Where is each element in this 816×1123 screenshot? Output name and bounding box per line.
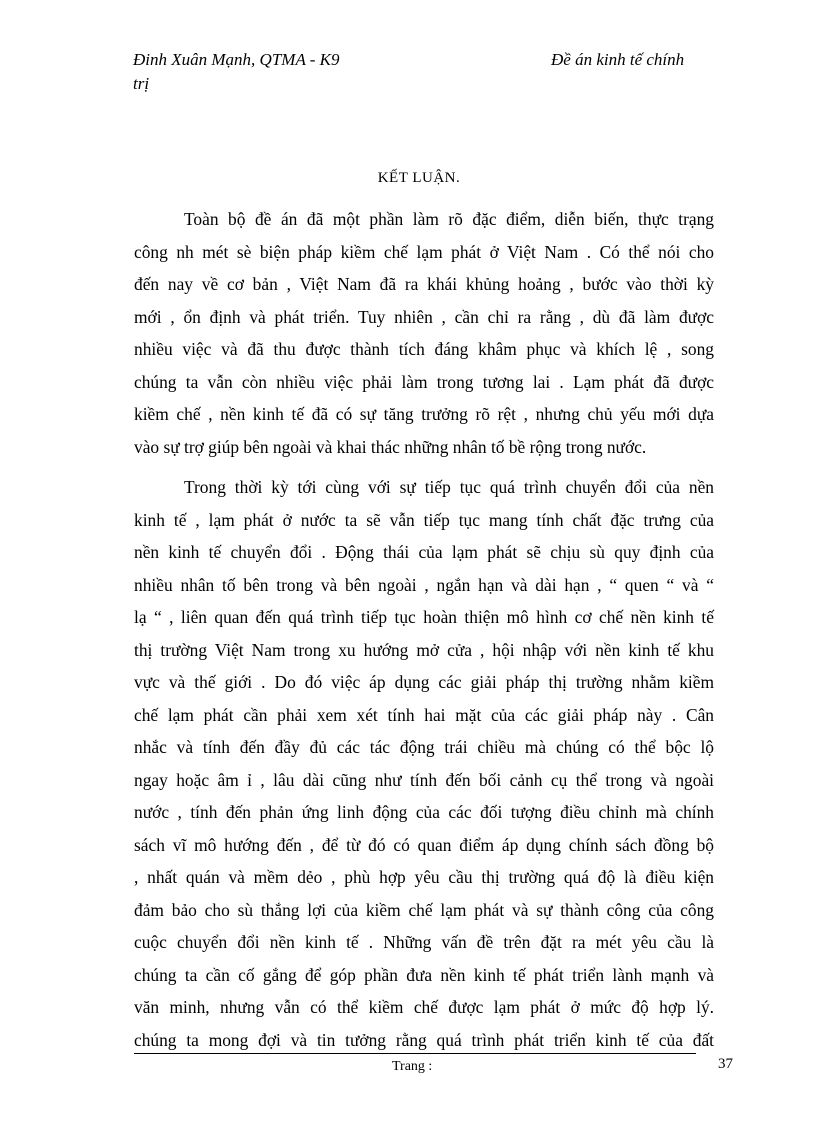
text-line: ngay hoặc âm ỉ , lâu dài cũng như tính đến bối cảnh cụ thể trong và ngoài [134,769,714,790]
text-line: công nh mét sè biện pháp kiềm chế lạm phát ở Việt Nam . Có thể nói cho [134,241,714,262]
footer-divider [134,1053,696,1054]
text-line: Toàn bộ đề án đã một phần làm rõ đặc điểm, diễn biến, thực trạng [184,209,714,229]
text-line: văn minh, nhưng vẫn có thể kiềm chế được lạm phát ở mức độ hợp lý. [134,997,714,1017]
text-line: nước , tính đến phản ứng linh động của các đối tượng điều chỉnh mà chính [134,802,714,822]
body-text [134,203,714,1064]
text-line: đảm bảo cho sù thắng lợi của kiềm chế lạm phát và sự thành công của công [134,899,714,920]
text-line: chúng ta mong đợi và tin tưởng rằng quá trình phát triển kinh tế của đất [134,1029,714,1050]
header-document-title-continued: trị [133,74,150,93]
text-line: Trong thời kỳ tới cùng với sự tiếp tục quá trình chuyển đổi của nền [184,477,714,497]
text-line: sách vĩ mô hướng đến , để từ đó có quan điểm áp dụng chính sách đồng bộ [134,834,714,855]
text-line: thị trường Việt Nam trong xu hướng mở cửa , hội nhập với nền kinh tế khu [134,639,714,660]
text-line: chúng ta vẫn còn nhiều việc phải làm trong tương lai . Lạm phát đã được [134,371,714,392]
footer-page-label: Trang : [392,1059,433,1074]
text-line: đến nay về cơ bản , Việt Nam đã ra khái khủng hoảng , bước vào thời kỳ [134,274,714,294]
text-line: vào sự trợ giúp bên ngoài và khai thác những nhân tố bề rộng trong nước. [134,436,647,457]
text-line: , nhất quán và mềm dẻo , phù hợp yêu cầu thị trường quá độ là điều kiện [134,867,714,887]
section-title: KẾT LUẬN. [377,170,461,186]
text-line: nhiều nhân tố bên trong và bên ngoài , ngắn hạn và dài hạn , “ quen “ và “ [134,574,714,595]
text-line: nhiều việc và đã thu được thành tích đáng khâm phục và khích lệ , song [134,339,714,359]
text-line: chúng ta cần cố gắng để góp phần đưa nền kinh tế phát triển lành mạnh và [134,964,714,985]
header-document-title: Đề án kinh tế chính [551,50,685,69]
header-author: Đinh Xuân Mạnh, QTMA - K9 [133,50,340,69]
text-line: nhắc và tính đến đầy đủ các tác động trái chiều mà chúng có thể bộc lộ [134,737,714,757]
footer-page-number: 37 [718,1056,733,1072]
paragraph [134,471,714,1056]
text-line: kiềm chế , nền kinh tế đã có sự tăng trưởng rõ rệt , nhưng chủ yếu mới dựa [134,404,714,424]
text-line: chế lạm phát cần phải xem xét tính hai mặt của các giải pháp này . Cân [134,704,714,725]
text-line: mới , ổn định và phát triển. Tuy nhiên , cần chỉ ra rằng , dù đã làm được [134,306,714,327]
text-line: nền kinh tế chuyển đổi . Động thái của lạm phát sẽ chịu sù quy định của [134,542,714,562]
text-line: cuộc chuyển đổi nền kinh tế . Những vấn đề trên đặt ra mét yêu cầu là [134,932,714,952]
text-line: lạ “ , liên quan đến quá trình tiếp tục hoàn thiện mô hình cơ chế nền kinh tế [134,607,714,627]
text-line: kinh tế , lạm phát ở nước ta sẽ vẫn tiếp tục mang tính chất đặc trưng của [134,509,714,530]
text-line: vực và thế giới . Do đó việc áp dụng các giải pháp thị trường nhằm kiềm [134,672,714,692]
paragraph [134,203,714,463]
